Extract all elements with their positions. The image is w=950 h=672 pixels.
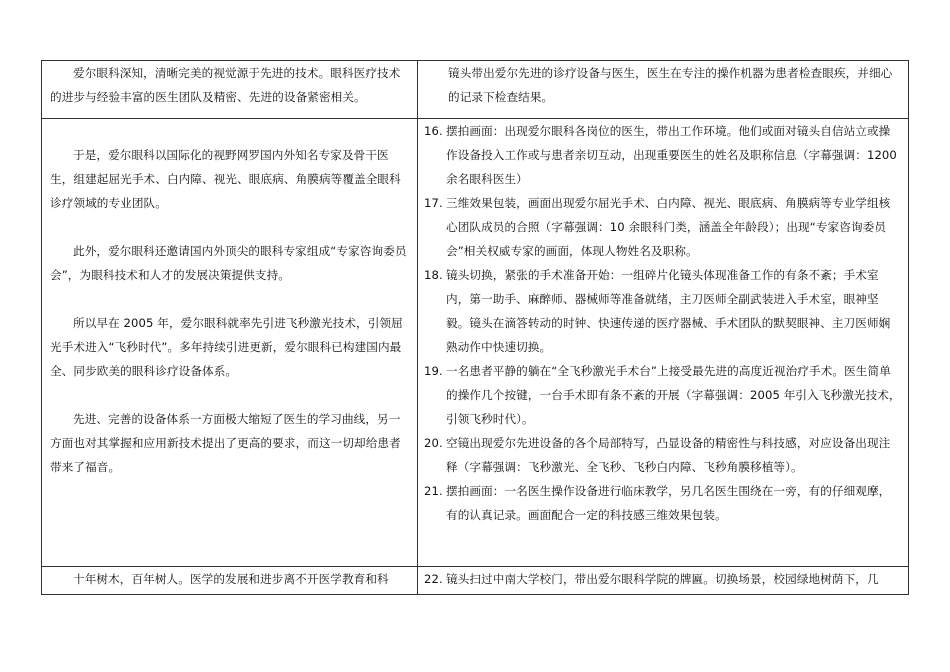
table-row: [42, 119, 909, 567]
table-row: [42, 567, 909, 595]
narration-paragraph: 十年树木，百年树人。医学的发展和进步离不开医学教育和科: [73, 572, 389, 586]
narration-paragraph: 爱尔眼科深知，清晰完美的视觉源于先进的技术。眼科医疗技术的进步与经验丰富的医生团队及精密、先进的设备紧密相关。: [50, 66, 401, 104]
shot-item: [418, 479, 908, 527]
shot-text: 镜头扫过中南大学校门，带出爱尔眼科学院的牌匾。切换场景，校园绿地树荫下，几: [446, 572, 879, 586]
narration-cell: [42, 119, 418, 567]
storyboard-table: [41, 60, 909, 595]
shot-number: 20.: [424, 436, 443, 450]
shot-item: [418, 567, 908, 591]
shot-number: 21.: [424, 484, 443, 498]
narration-cell: [42, 61, 418, 119]
table-row: [42, 61, 909, 119]
shot-number: 16.: [424, 124, 443, 138]
shot-item: [418, 359, 908, 431]
shot-cell: [418, 119, 909, 567]
shot-cell: [418, 61, 909, 119]
narration-cell: [42, 567, 418, 595]
shot-text: 一名患者平静的躺在“全飞秒激光手术台”上接受最先进的高度近视治疗手术。医生简单的操作几个按键，一台手术即有条不紊的开展（字幕强调：2005 年引入飞秒激光技术，引领飞秒时代）。: [446, 364, 901, 426]
shot-item: [418, 263, 908, 359]
shot-number: 22.: [424, 572, 443, 586]
narration-paragraph: 于是，爱尔眼科以国际化的视野网罗国内外知名专家及骨干医生，组建起屈光手术、白内障、视光、眼底病、角膜病等覆盖全眼科诊疗领域的专业团队。: [50, 148, 401, 210]
shot-text: 空镜出现爱尔先进设备的各个局部特写，凸显设备的精密性与科技感，对应设备出现注释（字幕强调：飞秒激光、全飞秒、飞秒白内障、飞秒角膜移植等）。: [446, 436, 891, 474]
shot-item: [418, 119, 908, 191]
narration-paragraph: 所以早在 2005 年，爱尔眼科就率先引进飞秒激光技术，引领屈光手术进入“飞秒时代”。多年持续引进更新，爱尔眼科已构建国内最全、同步欧美的眼科诊疗设备体系。: [50, 316, 403, 378]
shot-cell: [418, 567, 909, 595]
shot-text: 镜头切换，紧张的手术准备开始：一组碎片化镜头体现准备工作的有条不紊；手术室内，第一助手、麻醉师、器械师等准备就绪，主刀医师全副武装进入手术室，眼神坚毅。镜头在滴答转动的时钟、快速传递的医疗器械、手术团队的默契眼神、主刀医师娴熟动作中快速切换。: [446, 268, 891, 354]
shot-item: [418, 191, 908, 263]
shot-text: 摆拍画面：出现爱尔眼科各岗位的医生，带出工作环境。他们或面对镜头自信站立或操作设备投入工作或与患者亲切互动，出现重要医生的姓名及职称信息（字幕强调：1200 余名眼科医生）: [446, 124, 897, 186]
shot-text: 三维效果包装，画面出现爱尔屈光手术、白内障、视光、眼底病、角膜病等专业学组核心团队成员的合照（字幕强调：10 余眼科门类，涵盖全年龄段）；出现“专家咨询委员会”相关权威专家的画面，体现人物姓名及职称。: [446, 196, 891, 258]
shot-number: 19.: [424, 364, 443, 378]
narration-paragraph: 先进、完善的设备体系一方面极大缩短了医生的学习曲线，另一方面也对其掌握和应用新技术提出了更高的要求，而这一切却给患者带来了福音。: [50, 412, 401, 474]
shot-text: 摆拍画面：一名医生操作设备进行临床教学，另几名医生围绕在一旁，有的仔细观摩，有的认真记录。画面配合一定的科技感三维效果包装。: [446, 484, 891, 522]
script-document: [41, 60, 906, 596]
shot-description: 镜头带出爱尔先进的诊疗设备与医生，医生在专注的操作机器为患者检查眼疾，并细心的记录下检查结果。: [448, 66, 893, 104]
shot-number: 17.: [424, 196, 443, 210]
shot-item: [418, 431, 908, 479]
shot-number: 18.: [424, 268, 443, 282]
narration-paragraph: 此外，爱尔眼科还邀请国内外顶尖的眼科专家组成“专家咨询委员会”，为眼科技术和人才的发展决策提供支持。: [50, 244, 407, 282]
